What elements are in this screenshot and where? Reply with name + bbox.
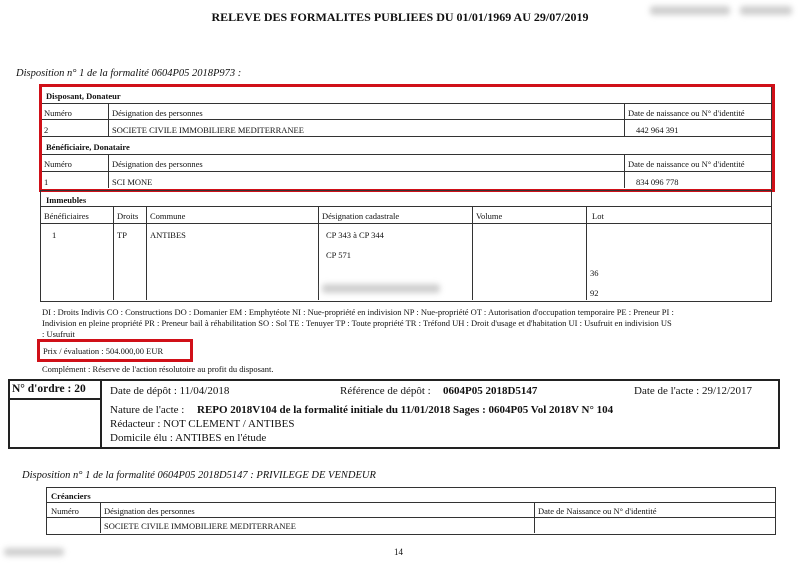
immeuble-beneficiaire: 1 [52,230,57,240]
creanciers-row-name: SOCIETE CIVILE IMMOBILIERE MEDITERRANEE [104,521,296,531]
domicile-elu: Domicile élu : ANTIBES en l'étude [110,432,267,444]
disposant-col-date: Date de naissance ou N° d'identité [628,108,745,118]
creanciers-col-designation: Désignation des personnes [104,506,195,516]
immeuble-lot-1: 36 [590,268,599,278]
immeubles-col-lot: Lot [592,211,604,221]
beneficiaire-col-numero: Numéro [44,159,72,169]
legend-line-2: Indivision en pleine propriété PR : Preneur bail à réhabilitation SO : Sol TE : Tenuyer TP : Toute propriété TR : Tréfond UH : Droit d'usage et d'habitation UI : Usufruit en indivision US [42,318,672,328]
disposant-row-num: 2 [44,125,49,135]
redacted-header-1 [650,6,730,15]
immeubles-col-volume: Volume [476,211,503,221]
beneficiaire-row-id: 834 096 778 [636,177,679,187]
beneficiaire-row-num: 1 [44,177,49,187]
disposant-section-label: Disposant, Donateur [46,91,121,101]
immeuble-cadastre-2: CP 571 [326,250,351,260]
highlight-parties [39,84,775,192]
complement: Complément : Réserve de l'action résolutoire au profit du disposant. [42,364,274,374]
beneficiaire-col-date: Date de naissance ou N° d'identité [628,159,745,169]
disposant-col-numero: Numéro [44,108,72,118]
immeuble-lot-2: 92 [590,288,599,298]
creanciers-section-label: Créanciers [51,491,91,501]
page-number: 14 [394,547,403,557]
immeubles-col-beneficiaires: Bénéficiaires [44,211,89,221]
disposant-row-name: SOCIETE CIVILE IMMOBILIERE MEDITERRANEE [112,125,304,135]
redacted-cadastre [322,284,440,293]
disposant-col-designation: Désignation des personnes [112,108,203,118]
disposition-2-heading: Disposition n° 1 de la formalité 0604P05 2018D5147 : PRIVILEGE DE VENDEUR [22,470,376,481]
beneficiaire-row-name: SCI MONE [112,177,153,187]
beneficiaire-section-label: Bénéficiaire, Donataire [46,142,130,152]
redacteur: Rédacteur : NOT CLEMENT / ANTIBES [110,418,295,430]
reference-depot-value: 0604P05 2018D5147 [443,385,538,397]
page-title: RELEVE DES FORMALITES PUBLIEES DU 01/01/1969 AU 29/07/2019 [211,10,589,24]
immeubles-section-label: Immeubles [46,195,87,205]
immeuble-droits: TP [117,230,127,240]
date-acte: Date de l'acte : 29/12/2017 [634,385,753,397]
redacted-footer [4,548,64,556]
disposant-row-id: 442 964 391 [636,125,679,135]
disposition-heading: Disposition n° 1 de la formalité 0604P05 2018P973 : [16,68,242,79]
immeuble-commune: ANTIBES [150,230,186,240]
nature-acte-label: Nature de l'acte : [110,404,185,416]
creanciers-col-date: Date de Naissance ou N° d'identité [538,506,657,516]
creanciers-col-numero: Numéro [51,506,79,516]
legend-line-3: : Usufruit [42,329,75,339]
reference-depot-label: Référence de dépôt : [340,385,431,397]
prix-evaluation: Prix / évaluation : 504.000,00 EUR [43,346,164,356]
redacted-header-2 [740,6,792,15]
legend-line-1: DI : Droits Indivis CO : Constructions DO : Domanier EM : Emphytéote NI : Nue-propriété en indivision NP : Nue-propriété OT : Autorisation d'occupation temporaire PE : Preneur PI : [42,307,674,317]
beneficiaire-col-designation: Désignation des personnes [112,159,203,169]
immeubles-col-droits: Droits [117,211,139,221]
highlight-prix [37,339,193,362]
nature-acte-value: REPO 2018V104 de la formalité initiale du 11/01/2018 Sages : 0604P05 Vol 2018V N° 104 [197,404,614,416]
ordre-label: N° d'ordre : 20 [12,383,86,395]
date-depot: Date de dépôt : 11/04/2018 [110,385,230,397]
immeuble-cadastre-1: CP 343 à CP 344 [326,230,384,240]
immeubles-col-cadastre: Désignation cadastrale [322,211,400,221]
immeubles-col-commune: Commune [150,211,186,221]
